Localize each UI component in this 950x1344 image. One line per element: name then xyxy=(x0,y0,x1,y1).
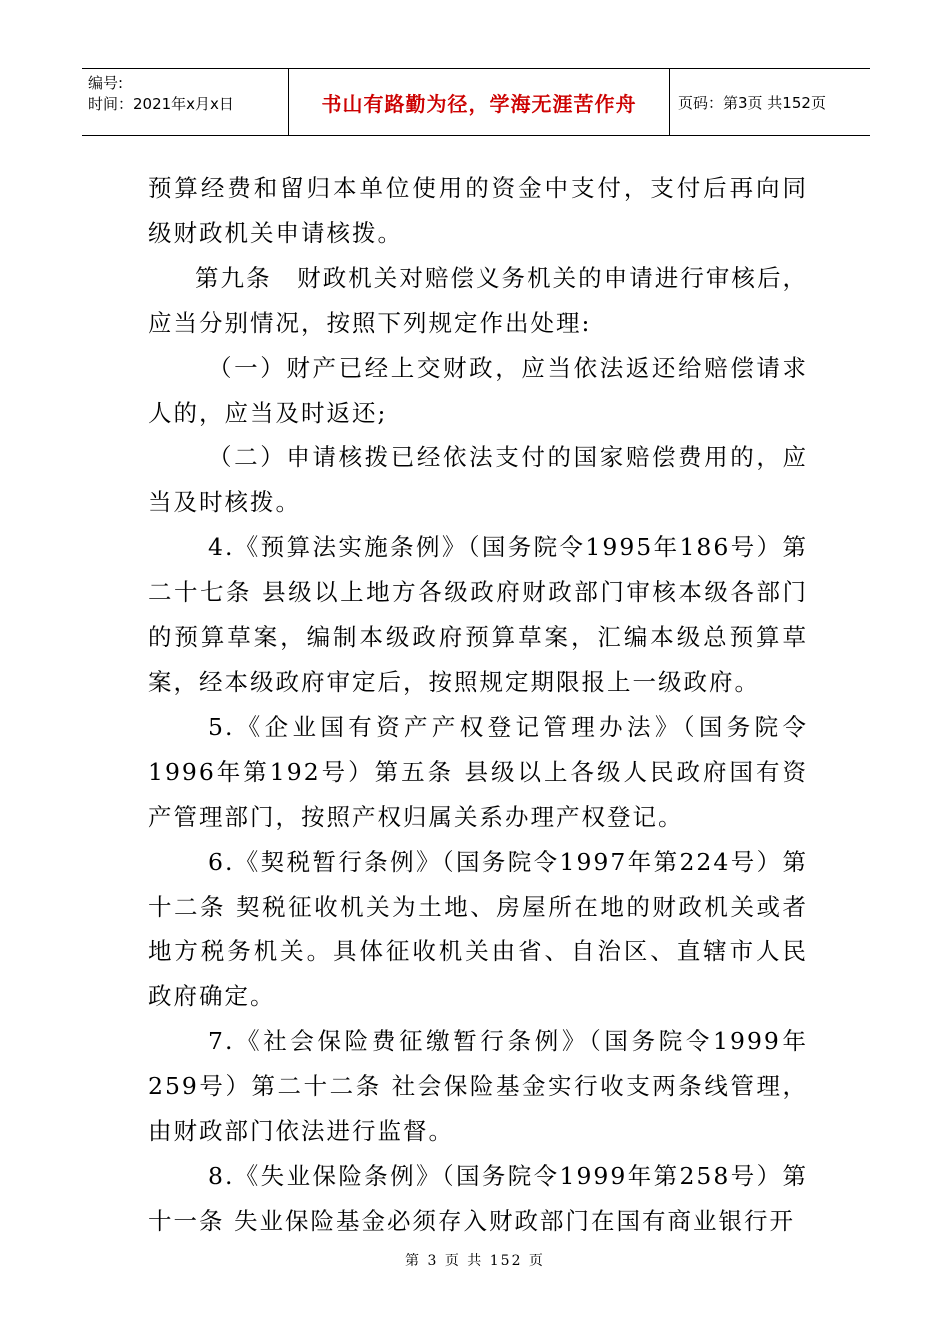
document-body xyxy=(148,166,808,1244)
document-number-label: 编号: xyxy=(88,74,124,92)
paragraph: 6.《契税暂行条例》（国务院令1997年第224号）第十二条 契税征收机关为土地、房屋所在地的财政机关或者地方税务机关。具体征收机关由省、自治区、直辖市人民政府确定。 xyxy=(148,847,808,1011)
page-footer: 第 3 页 共 152 页 xyxy=(405,1253,545,1269)
page-header xyxy=(82,68,870,136)
paragraph: 4.《预算法实施条例》（国务院令1995年186号）第二十七条 县级以上地方各级政府财政部门审核本级各部门的预算草案，编制本级政府预算草案，汇编本级总预算草案，经本级政府审定后，按照规定期限报上一级政府。 xyxy=(148,533,808,696)
paragraph: 5.《企业国有资产产权登记管理办法》（国务院令1996年第192号）第五条 县级以上各级人民政府国有资产管理部门，按照产权归属关系办理产权登记。 xyxy=(148,712,808,831)
header-page-number: 页码：第3页 共152页 xyxy=(678,93,826,112)
document-date: 时间：2021年x月x日 xyxy=(88,95,234,113)
paragraph: 8.《失业保险条例》（国务院令1999年第258号）第十一条 失业保险基金必须存入财政部门在国有商业银行开 xyxy=(148,1161,808,1235)
paragraph: （二）申请核拨已经依法支付的国家赔偿费用的，应当及时核拨。 xyxy=(148,443,808,517)
header-meta xyxy=(82,69,288,135)
paragraph: 预算经费和留归本单位使用的资金中支付，支付后再向同级财政机关申请核拨。 xyxy=(148,174,808,247)
paragraph: 第九条 财政机关对赔偿义务机关的申请进行审核后，应当分别情况，按照下列规定作出处理: xyxy=(148,263,808,337)
paragraph: （一）财产已经上交财政，应当依法返还给赔偿请求人的，应当及时返还; xyxy=(148,353,808,427)
header-motto: 书山有路勤为径，学海无涯苦作舟 xyxy=(288,69,670,135)
paragraph: 7.《社会保险费征缴暂行条例》（国务院令1999年259号）第二十二条 社会保险基金实行收支两条线管理，由财政部门依法进行监督。 xyxy=(148,1027,808,1146)
